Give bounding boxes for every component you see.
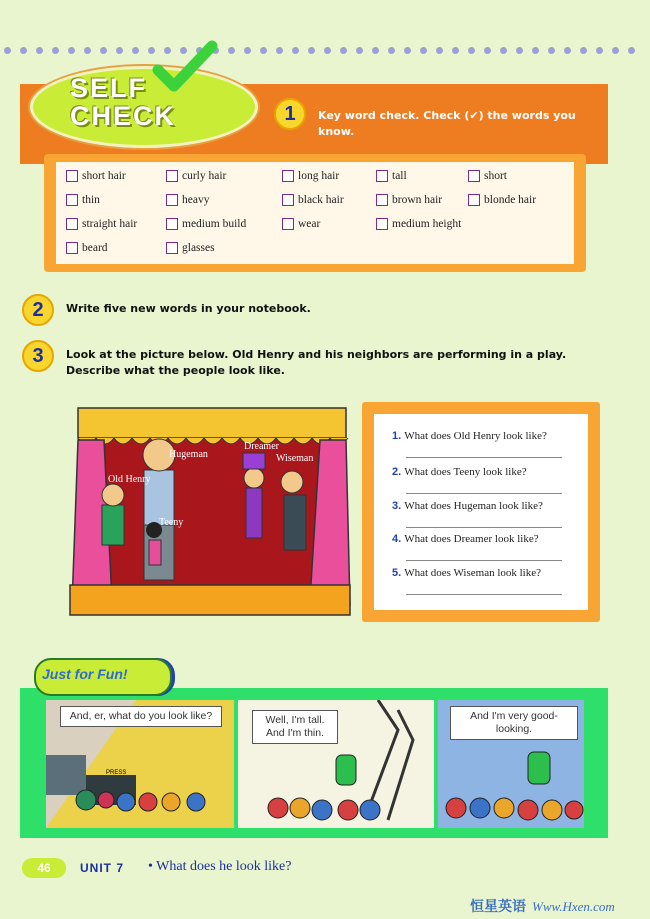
dot xyxy=(452,47,459,54)
answer-line[interactable] xyxy=(406,560,562,561)
dot xyxy=(84,47,91,54)
dot xyxy=(484,47,491,54)
keyword-item xyxy=(166,218,246,230)
keyword-item xyxy=(468,194,536,206)
watermark xyxy=(470,896,615,916)
dot xyxy=(372,47,379,54)
keyword-label: black hair xyxy=(298,194,344,206)
speech-bubble-1: And, er, what do you look like? xyxy=(60,706,222,727)
keyword-item xyxy=(166,242,215,254)
dot xyxy=(596,47,603,54)
self-word: SELF xyxy=(70,73,148,103)
question xyxy=(392,500,543,512)
dot xyxy=(132,47,139,54)
step-number-1: 1 xyxy=(274,98,306,130)
dot xyxy=(52,47,59,54)
stage-illustration xyxy=(64,400,354,625)
keyword-label: curly hair xyxy=(182,170,227,182)
dot xyxy=(548,47,555,54)
keyword-label: thin xyxy=(82,194,100,206)
keyword-list xyxy=(56,162,574,264)
dot xyxy=(324,47,331,54)
dot xyxy=(404,47,411,54)
question-number: 2. xyxy=(392,466,402,478)
dot xyxy=(468,47,475,54)
dot xyxy=(36,47,43,54)
checkbox[interactable] xyxy=(376,194,388,206)
dot xyxy=(500,47,507,54)
speech-bubble-3: And I'm very good-looking. xyxy=(450,706,578,740)
keyword-label: wear xyxy=(298,218,321,230)
unit-label: UNIT 7 xyxy=(80,861,125,875)
keyword-label: short hair xyxy=(82,170,126,182)
question-number: 4. xyxy=(392,533,402,545)
dot xyxy=(564,47,571,54)
press-sign: PRESS xyxy=(106,770,127,776)
speech-bubble-2: Well, I'm tall. And I'm thin. xyxy=(252,710,338,744)
step-2-instruction: Write five new words in your notebook. xyxy=(66,302,311,315)
keyword-label: glasses xyxy=(182,242,215,254)
keyword-label: brown hair xyxy=(392,194,443,206)
dot xyxy=(308,47,315,54)
label-old-henry: Old Henry xyxy=(108,474,151,485)
question-text: What does Teeny look like? xyxy=(404,466,527,478)
keyword-label: heavy xyxy=(182,194,210,206)
dot xyxy=(388,47,395,54)
answer-line[interactable] xyxy=(406,493,562,494)
keyword-item xyxy=(376,194,442,206)
keyword-label: short xyxy=(484,170,507,182)
question-text: What does Old Henry look like? xyxy=(404,430,547,442)
keyword-item xyxy=(166,170,226,182)
dot xyxy=(580,47,587,54)
keyword-item xyxy=(376,218,461,230)
question xyxy=(392,430,547,442)
dot xyxy=(516,47,523,54)
watermark-cn: 恒星英语 xyxy=(470,898,526,914)
question xyxy=(392,567,541,579)
dot xyxy=(532,47,539,54)
keyword-label: long hair xyxy=(298,170,340,182)
keyword-label: medium build xyxy=(182,218,247,230)
unit-title-text: What does he look like? xyxy=(156,859,292,874)
question-number: 5. xyxy=(392,567,402,579)
keyword-item xyxy=(282,218,320,230)
step-number-2: 2 xyxy=(22,294,54,326)
checkbox[interactable] xyxy=(66,218,78,230)
answer-line[interactable] xyxy=(406,594,562,595)
checkmark-icon xyxy=(150,40,220,100)
keyword-item xyxy=(66,218,137,230)
step-3-instruction: Look at the picture below. Old Henry and his neighbors are performing in a play. Describe what the people look like. xyxy=(66,348,567,377)
check-word: CHECK xyxy=(70,101,177,131)
checkbox[interactable] xyxy=(282,194,294,206)
checkbox[interactable] xyxy=(282,170,294,182)
checkbox[interactable] xyxy=(66,242,78,254)
dot xyxy=(292,47,299,54)
keyword-item xyxy=(468,170,507,182)
label-hugeman: Hugeman xyxy=(169,449,208,460)
checkbox[interactable] xyxy=(166,218,178,230)
checkbox[interactable] xyxy=(166,194,178,206)
question-text: What does Hugeman look like? xyxy=(404,500,543,512)
question xyxy=(392,533,539,545)
watermark-url: Www.Hxen.com xyxy=(532,899,615,914)
dot xyxy=(68,47,75,54)
dot xyxy=(260,47,267,54)
dot xyxy=(628,47,635,54)
keyword-item xyxy=(376,170,407,182)
unit-title: • What does he look like? xyxy=(148,859,292,874)
dot xyxy=(116,47,123,54)
label-teeny: Teeny xyxy=(159,517,184,528)
checkbox[interactable] xyxy=(376,218,388,230)
checkbox[interactable] xyxy=(166,242,178,254)
dot xyxy=(420,47,427,54)
checkbox[interactable] xyxy=(66,194,78,206)
step-number-3: 3 xyxy=(22,340,54,372)
dot xyxy=(276,47,283,54)
question xyxy=(392,466,527,478)
keyword-label: blonde hair xyxy=(484,194,537,206)
checkbox[interactable] xyxy=(468,194,480,206)
dot xyxy=(4,47,11,54)
step-1-instruction: Key word check. Check (✔) the words you know. xyxy=(318,109,576,138)
keyword-item xyxy=(166,194,209,206)
dot xyxy=(436,47,443,54)
dot xyxy=(20,47,27,54)
dotted-rule xyxy=(0,47,650,57)
label-wiseman: Wiseman xyxy=(276,453,314,464)
dot xyxy=(356,47,363,54)
questions-panel xyxy=(374,414,588,610)
keyword-label: straight hair xyxy=(82,218,138,230)
dot xyxy=(244,47,251,54)
dot xyxy=(100,47,107,54)
answer-line[interactable] xyxy=(406,457,562,458)
checkbox[interactable] xyxy=(166,170,178,182)
keyword-item xyxy=(66,170,126,182)
keyword-item xyxy=(282,170,339,182)
question-number: 3. xyxy=(392,500,402,512)
dot xyxy=(228,47,235,54)
checkbox[interactable] xyxy=(468,170,480,182)
dot xyxy=(612,47,619,54)
keyword-label: medium height xyxy=(392,218,462,230)
just-for-fun-label: Just for Fun! xyxy=(42,666,128,682)
page-number: 46 xyxy=(22,858,66,878)
checkbox[interactable] xyxy=(66,170,78,182)
checkbox[interactable] xyxy=(282,218,294,230)
label-dreamer: Dreamer xyxy=(244,441,279,452)
question-text: What does Dreamer look like? xyxy=(404,533,539,545)
dot xyxy=(340,47,347,54)
keyword-item xyxy=(66,242,108,254)
keyword-label: beard xyxy=(82,242,108,254)
question-number: 1. xyxy=(392,430,402,442)
answer-line[interactable] xyxy=(406,527,562,528)
keyword-label: tall xyxy=(392,170,407,182)
checkbox[interactable] xyxy=(376,170,388,182)
keyword-item xyxy=(66,194,100,206)
keyword-item xyxy=(282,194,344,206)
question-text: What does Wiseman look like? xyxy=(404,567,542,579)
